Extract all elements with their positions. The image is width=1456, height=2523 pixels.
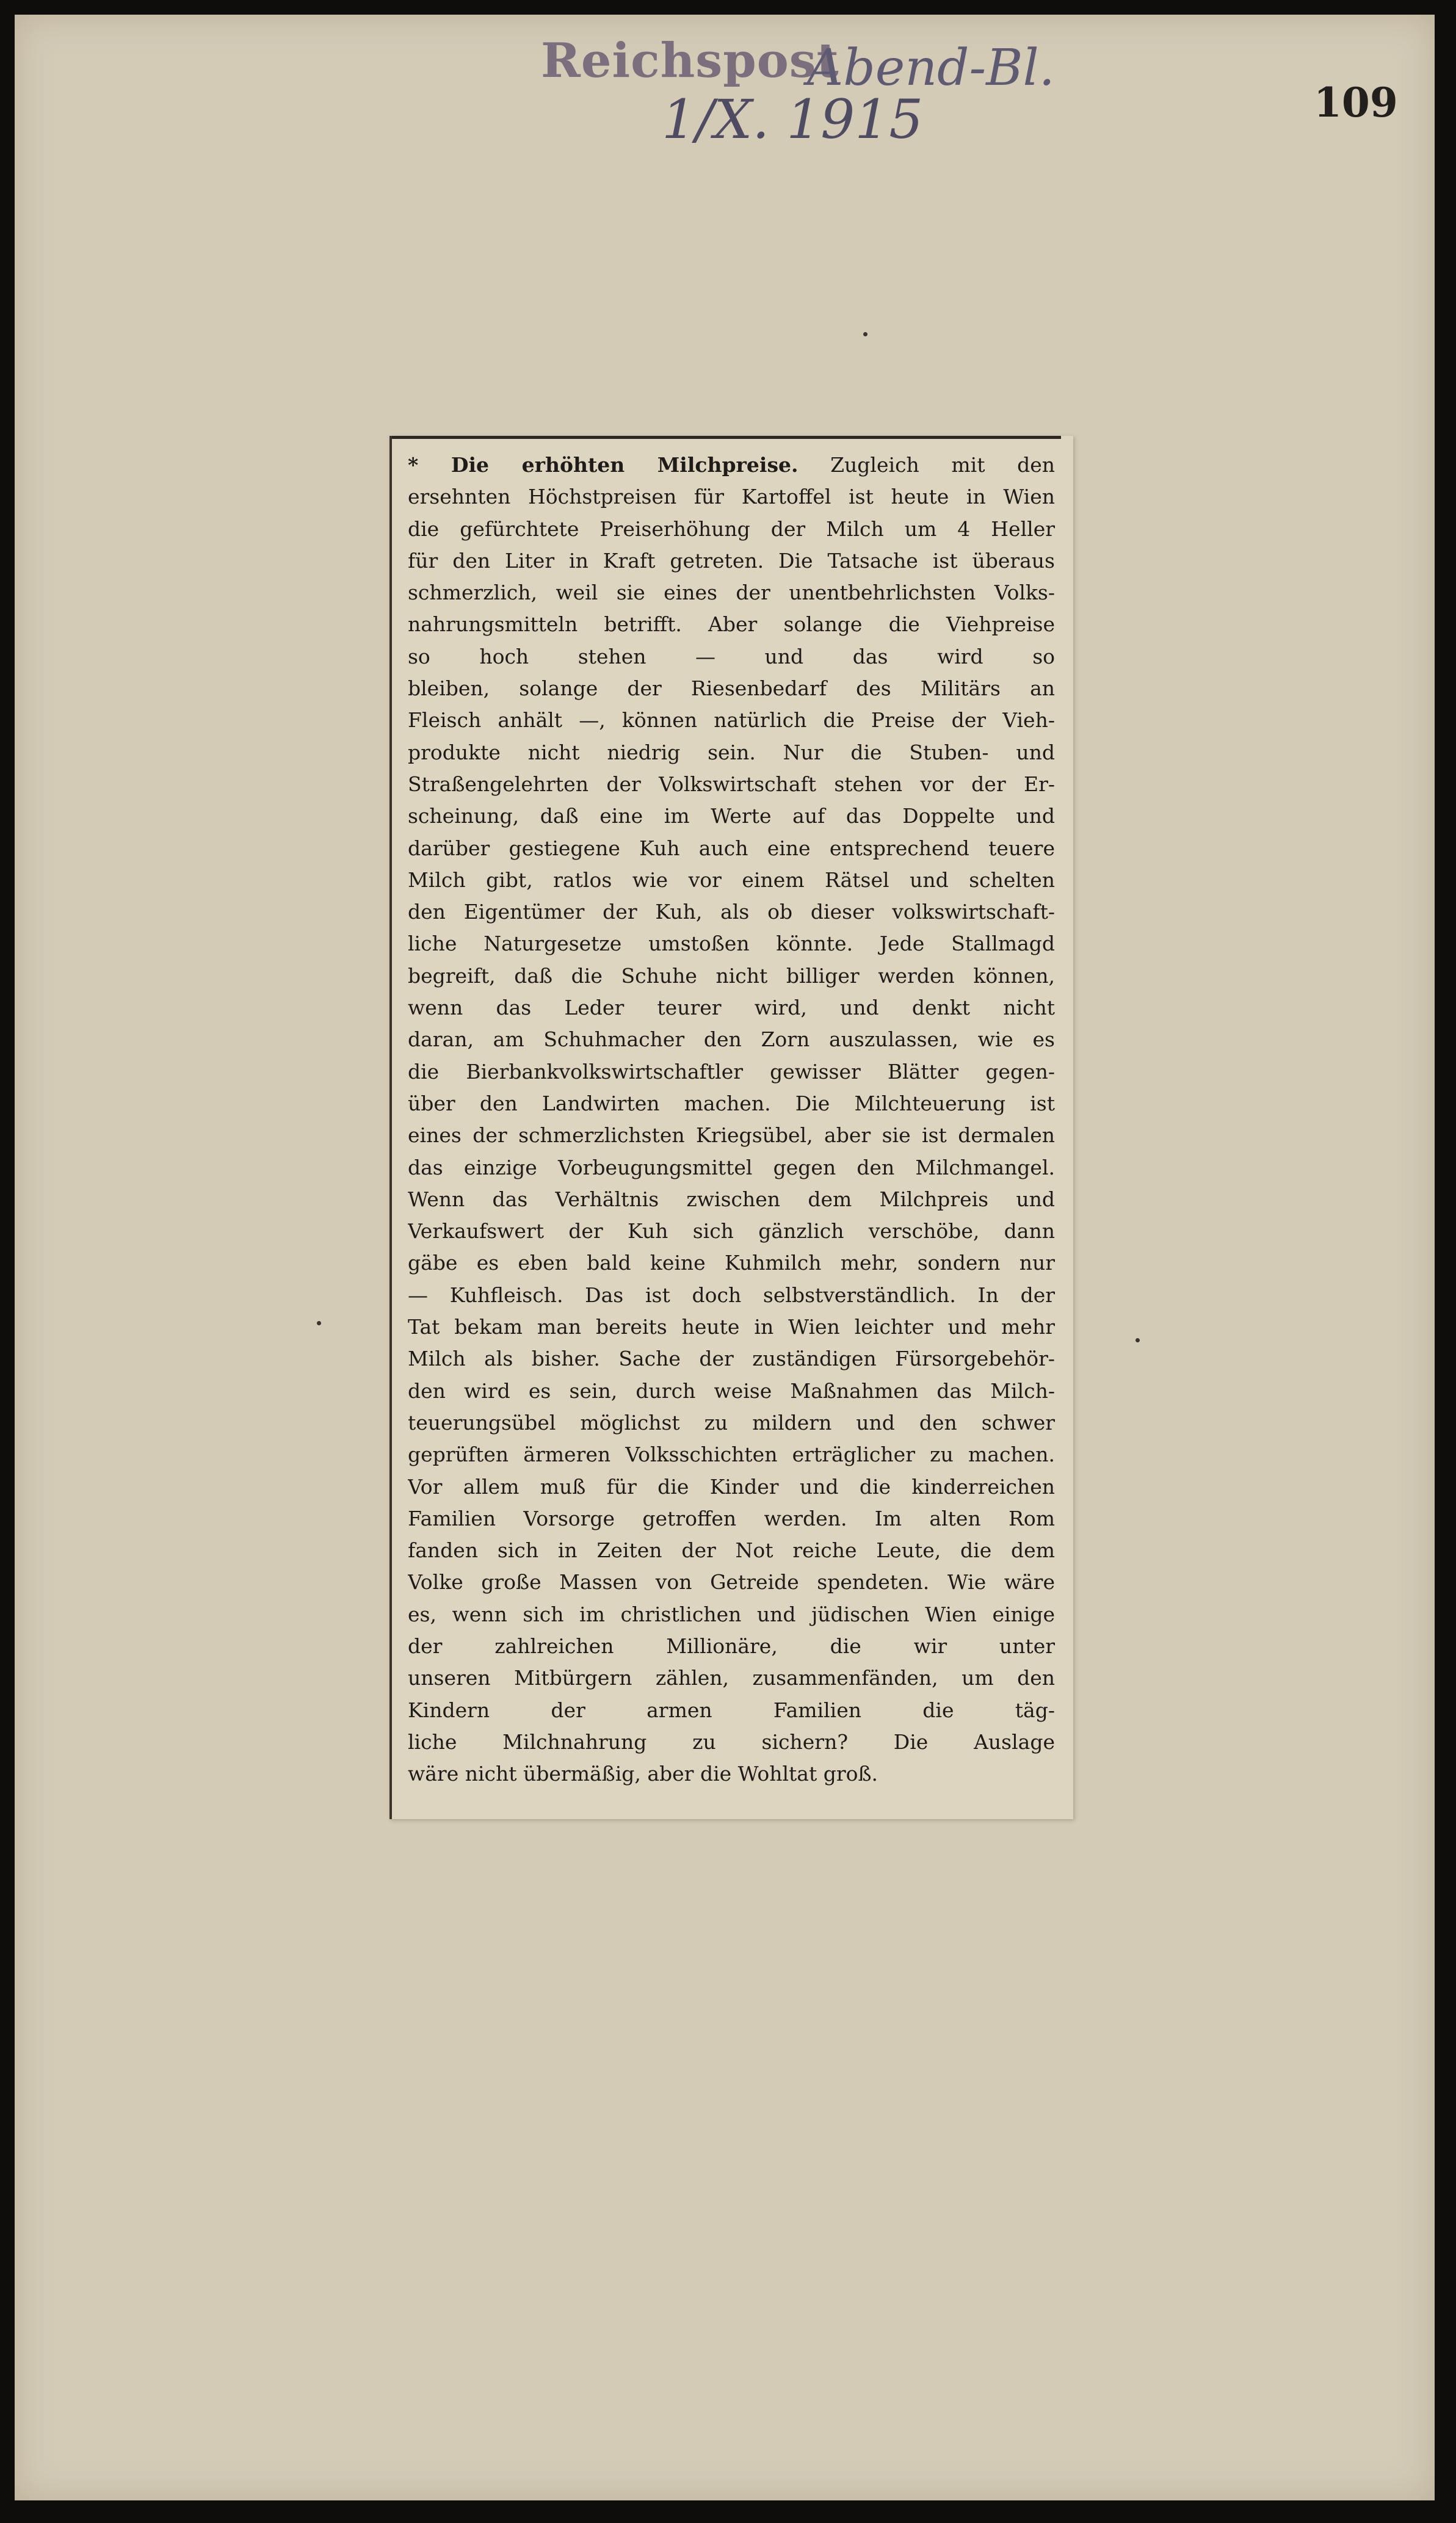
article-line: unseren Mitbürgern zählen, zusammenfänden, um den xyxy=(408,1666,1055,1690)
article-line: Straßengelehrten der Volkswirtschaft stehen vor der Er- xyxy=(408,772,1055,796)
article-line: Milch als bisher. Sache der zuständigen Fürsorgebehör- xyxy=(408,1347,1055,1371)
article-line: scheinung, daß eine im Werte auf das Doppelte und xyxy=(408,804,1055,828)
article-line: Verkaufswert der Kuh sich gänzlich verschöbe, dann xyxy=(408,1219,1055,1243)
article-line: über den Landwirten machen. Die Milchteuerung ist xyxy=(408,1091,1055,1115)
article-line: bleiben, solange der Riesenbedarf des Militärs an xyxy=(408,676,1055,701)
handwritten-edition-note: Abend-Bl. xyxy=(807,39,1055,97)
article-line: Milch gibt, ratlos wie vor einem Rätsel und schelten xyxy=(408,867,1055,892)
article-line: der zahlreichen Millionäre, die wir unter xyxy=(408,1634,1055,1658)
article-line: darüber gestiegene Kuh auch eine entsprechend teuere xyxy=(408,836,1055,860)
article-line: gäbe es eben bald keine Kuhmilch mehr, sondern nur xyxy=(408,1251,1055,1275)
article-line: Volke große Massen von Getreide spendeten. Wie wäre xyxy=(408,1570,1055,1595)
article-line: Kindern der armen Familien die täg- xyxy=(408,1698,1055,1722)
article-line: Tat bekam man bereits heute in Wien leichter und mehr xyxy=(408,1315,1055,1339)
article-line: teuerungsübel möglichst zu mildern und den schwer xyxy=(408,1410,1055,1435)
clipping-left-rule xyxy=(389,436,392,1819)
paper-speck xyxy=(317,1321,321,1325)
paper-speck xyxy=(1135,1338,1140,1342)
article-line: das einzige Vorbeugungsmittel gegen den Milchmangel. xyxy=(408,1155,1055,1179)
article-line: eines der schmerzlichsten Kriegsübel, aber sie ist dermalen xyxy=(408,1123,1055,1148)
article-line: die Bierbankvolkswirtschaftler gewisser Blätter gegen- xyxy=(408,1059,1055,1084)
article-line: ersehnten Höchstpreisen für Kartoffel ist heute in Wien xyxy=(408,485,1055,509)
article-line: liche Milchnahrung zu sichern? Die Auslage xyxy=(408,1729,1055,1754)
article-body xyxy=(408,449,1055,1790)
page-number: 109 xyxy=(1314,79,1398,126)
article-line: begreift, daß die Schuhe nicht billiger werden können, xyxy=(408,963,1055,988)
article-line: liche Naturgesetze umstoßen könnte. Jede Stallmagd xyxy=(408,932,1055,956)
article-line: so hoch stehen — und das wird so xyxy=(408,644,1055,668)
article-line: Fleisch anhält —, können natürlich die Preise der Vieh- xyxy=(408,708,1055,733)
archive-sheet xyxy=(15,15,1435,2500)
paper-speck xyxy=(863,332,867,336)
article-line: die gefürchtete Preiserhöhung der Milch um 4 Heller xyxy=(408,516,1055,541)
article-line: daran, am Schuhmacher den Zorn auszulassen, wie es xyxy=(408,1027,1055,1052)
newspaper-stamp: Reichspost xyxy=(541,33,839,89)
newspaper-clipping xyxy=(389,436,1073,1819)
article-line: den Eigentümer der Kuh, als ob dieser volkswirtschaft- xyxy=(408,900,1055,924)
article-line: Wenn das Verhältnis zwischen dem Milchpreis und xyxy=(408,1187,1055,1211)
article-line: produkte nicht niedrig sein. Nur die Stuben- und xyxy=(408,740,1055,764)
article-line: schmerzlich, weil sie eines der unentbehrlichsten Volks- xyxy=(408,581,1055,605)
article-line: den wird es sein, durch weise Maßnahmen das Milch- xyxy=(408,1378,1055,1403)
article-headline-line: * Die erhöhten Milchpreise. Zugleich mit den xyxy=(408,453,1055,477)
article-line: geprüften ärmeren Volksschichten erträglicher zu machen. xyxy=(408,1442,1055,1467)
article-line: nahrungsmitteln betrifft. Aber solange die Viehpreise xyxy=(408,612,1055,637)
handwritten-date: 1/X. 1915 xyxy=(662,88,924,151)
clipping-top-rule xyxy=(389,436,1061,439)
article-line: wenn das Leder teurer wird, und denkt nicht xyxy=(408,996,1055,1020)
article-line: Familien Vorsorge getroffen werden. Im alten Rom xyxy=(408,1506,1055,1530)
article-line: für den Liter in Kraft getreten. Die Tatsache ist überaus xyxy=(408,548,1055,573)
article-line: Vor allem muß für die Kinder und die kinderreichen xyxy=(408,1474,1055,1499)
article-line: fanden sich in Zeiten der Not reiche Leute, die dem xyxy=(408,1538,1055,1563)
article-line: wäre nicht übermäßig, aber die Wohltat groß. xyxy=(408,1762,878,1786)
article-line: — Kuhfleisch. Das ist doch selbstverständlich. In der xyxy=(408,1283,1055,1307)
article-line: es, wenn sich im christlichen und jüdischen Wien einige xyxy=(408,1602,1055,1626)
